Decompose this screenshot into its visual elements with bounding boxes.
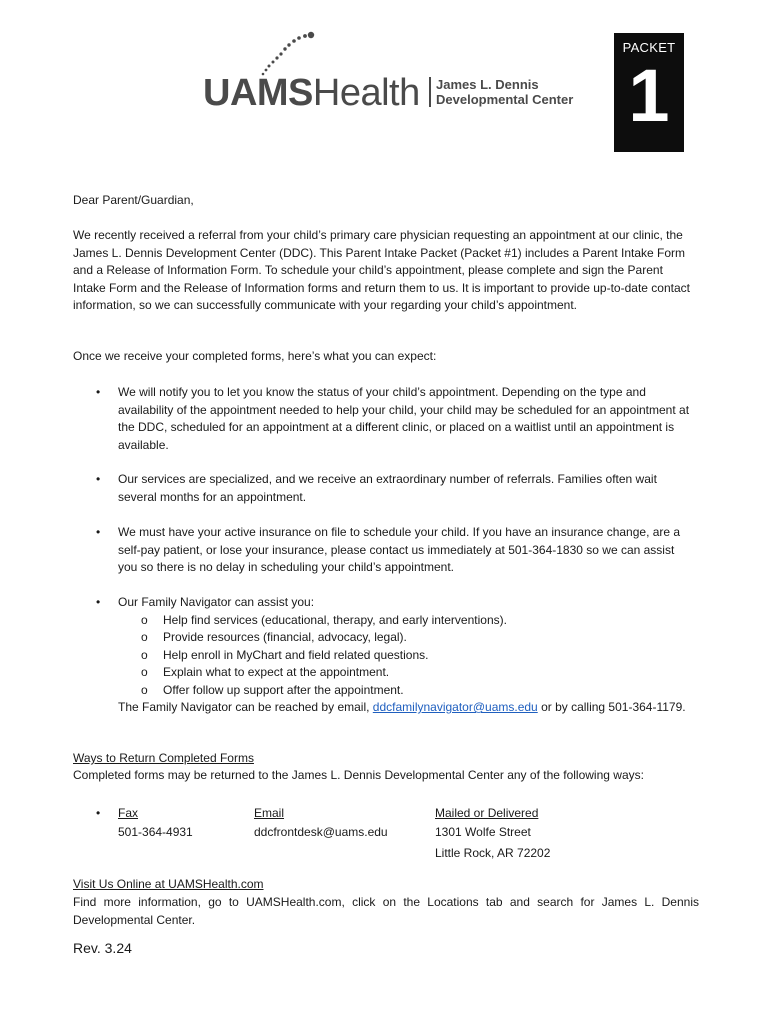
logo-subtitle-line2: Developmental Center	[436, 92, 574, 107]
mail-street: 1301 Wolfe Street	[435, 825, 531, 839]
navigator-item-text: Help find services (educational, therapy, and early interventions).	[163, 612, 507, 627]
uams-health-logo	[203, 30, 593, 120]
packet-label: PACKET	[622, 40, 676, 55]
bullet-icon: •	[96, 385, 101, 399]
fax-column	[118, 804, 193, 842]
navigator-item	[118, 682, 693, 700]
navigator-contact-phone-text: or by calling 501-364-1179.	[537, 700, 686, 714]
email-column	[254, 804, 388, 842]
logo-wordmark	[203, 74, 420, 112]
logo-subtitle	[436, 77, 573, 107]
bullet-icon: •	[96, 472, 101, 486]
navigator-contact	[118, 699, 693, 717]
intro-paragraph: We recently received a referral from your child’s primary care physician requesting an appointment at our clinic, the James L. Dennis Development Center (DDC). This Parent Intake Packet (Packet #1) includes a Parent Intake Form and a Release of Information Form. To schedule your child’s appointment, please complete and sign the Parent Intake Form and the Release of Information forms and return them to us. It is important to provide up-to-date contact information, so we can successfully communicate with your regarding your child’s appointment.	[73, 228, 690, 312]
return-forms-heading: Ways to Return Completed Forms	[73, 751, 254, 765]
fax-header: Fax	[118, 806, 139, 820]
bullet-icon: •	[96, 525, 101, 539]
bullet-icon: •	[96, 806, 101, 820]
circle-bullet-icon: o	[141, 630, 148, 644]
navigator-block	[118, 594, 693, 717]
return-methods	[73, 804, 713, 864]
bullet-text: Our Family Navigator can assist you:	[118, 595, 315, 609]
logo-divider	[429, 77, 431, 107]
circle-bullet-icon: o	[141, 665, 148, 679]
visit-online-text: Find more information, go to UAMSHealth.com, click on the Locations tab and search for James L. Dennis Developmental Center.	[73, 895, 699, 927]
navigator-item-text: Offer follow up support after the appointment.	[163, 682, 404, 697]
fax-number: 501-364-4931	[118, 825, 193, 839]
salutation: Dear Parent/Guardian,	[73, 193, 194, 207]
bullet-icon: •	[96, 595, 101, 609]
packet-number: 1	[628, 54, 670, 137]
circle-bullet-icon: o	[141, 612, 148, 627]
bullet-text: Our services are specialized, and we receive an extraordinary number of referrals. Families often wait several months for an appointment.	[118, 472, 657, 504]
email-header: Email	[254, 806, 285, 820]
logo-health-text: Health	[312, 72, 420, 114]
expect-intro: Once we receive your completed forms, here’s what you can expect:	[73, 349, 437, 363]
visit-online-heading: Visit Us Online at UAMSHealth.com	[73, 877, 264, 891]
navigator-item	[118, 647, 693, 665]
mail-city: Little Rock, AR 72202	[435, 846, 551, 860]
navigator-item-text: Provide resources (financial, advocacy, legal).	[163, 630, 407, 644]
navigator-item-text: Explain what to expect at the appointment.	[163, 665, 390, 679]
navigator-email-link[interactable]: ddcfamilynavigator@uams.edu	[372, 700, 538, 714]
bullet-text: We must have your active insurance on file to schedule your child. If you have an insurance change, are a self-pay patient, or lose your insurance, please contact us immediately at 501-364-1830 so we can assist you so there is no delay in scheduling your child’s appointment.	[118, 525, 681, 574]
email-address: ddcfrontdesk@uams.edu	[254, 825, 388, 839]
bullet-text: We will notify you to let you know the status of your child’s appointment. Depending on the type and availability of the appointment needed to help your child, your child may be scheduled for an appointment at the DDC, scheduled for an appointment at a different clinic, or placed on a waitlist until an appointment is available.	[118, 385, 690, 452]
circle-bullet-icon: o	[141, 682, 148, 697]
navigator-item	[118, 664, 693, 682]
circle-bullet-icon: o	[141, 647, 148, 662]
navigator-item-text: Help enroll in MyChart and field related questions.	[163, 647, 429, 662]
navigator-item	[118, 612, 693, 630]
logo-subtitle-line1: James L. Dennis	[436, 77, 539, 92]
packet-badge	[614, 33, 684, 152]
revision-label: Rev. 3.24	[73, 940, 132, 956]
logo-brand-text: UAMS	[203, 72, 313, 114]
navigator-item	[118, 629, 693, 647]
navigator-contact-text: The Family Navigator can be reached by email,	[118, 700, 373, 714]
mail-header: Mailed or Delivered	[435, 806, 539, 820]
return-forms-text: Completed forms may be returned to the James L. Dennis Developmental Center any of the following ways:	[73, 768, 644, 782]
mail-column	[435, 804, 550, 863]
